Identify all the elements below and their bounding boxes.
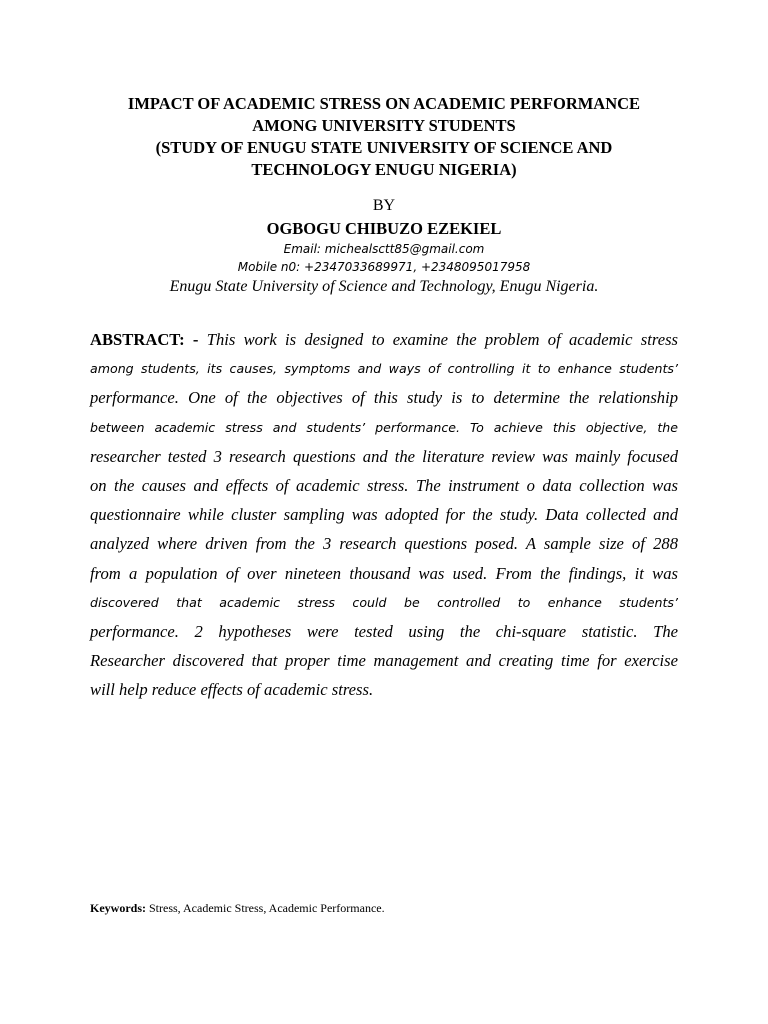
abstract-line-9: from a population of over nineteen thousand was used. From the findings, it was [90, 563, 678, 583]
abstract-line-13: will help reduce effects of academic stress. [90, 680, 374, 700]
abstract-line-10: discovered that academic stress could be controlled to enhance students’ [90, 594, 678, 610]
abstract [90, 325, 678, 705]
abstract-line-11: performance. 2 hypotheses were tested using the chi-square statistic. The [90, 622, 678, 642]
abstract-line-1 [90, 325, 678, 354]
title-line-3: (STUDY OF ENUGU STATE UNIVERSITY OF SCIENCE AND [155, 138, 613, 157]
abstract-line-3: performance. One of the objectives of this study is to determine the relationship [90, 388, 678, 408]
abstract-line-2: among students, its causes, symptoms and ways of controlling it to enhance students’ [90, 361, 678, 377]
paper-title [60, 93, 708, 181]
abstract-line-4: between academic stress and students’ performance. To achieve this objective, the [90, 419, 678, 435]
abstract-line-12: Researcher discovered that proper time management and creating time for exercise [90, 651, 678, 671]
title-line-2: AMONG UNIVERSITY STUDENTS [252, 116, 516, 135]
abstract-line-7: questionnaire while cluster sampling was adopted for the study. Data collected and [90, 505, 678, 525]
abstract-line-8: analyzed where driven from the 3 research questions posed. A sample size of 288 [90, 534, 678, 554]
abstract-line-5: researcher tested 3 research questions and the literature review was mainly focused [90, 446, 678, 466]
abstract-line-6: on the causes and effects of academic stress. The instrument o data collection was [90, 476, 678, 496]
title-line-1: IMPACT OF ACADEMIC STRESS ON ACADEMIC PERFORMANCE [127, 94, 641, 113]
author-email: Email: michealsctt85@gmail.com [283, 242, 485, 256]
keywords-label: Keywords: [90, 901, 146, 915]
keywords-text: Stress, Academic Stress, Academic Performance. [146, 901, 385, 915]
abstract-line-1-text: This work is designed to examine the problem of academic stress [198, 330, 678, 349]
by-label: BY [372, 197, 396, 214]
author-affiliation: Enugu State University of Science and Technology, Enugu Nigeria. [169, 278, 599, 295]
title-line-4: TECHNOLOGY ENUGU NIGERIA) [251, 160, 517, 179]
keywords [90, 900, 385, 916]
author-name: OGBOGU CHIBUZO EZEKIEL [266, 219, 502, 238]
author-mobile: Mobile n0: +2347033689971, +2348095017958 [237, 260, 531, 274]
abstract-label: ABSTRACT: - [90, 330, 199, 349]
